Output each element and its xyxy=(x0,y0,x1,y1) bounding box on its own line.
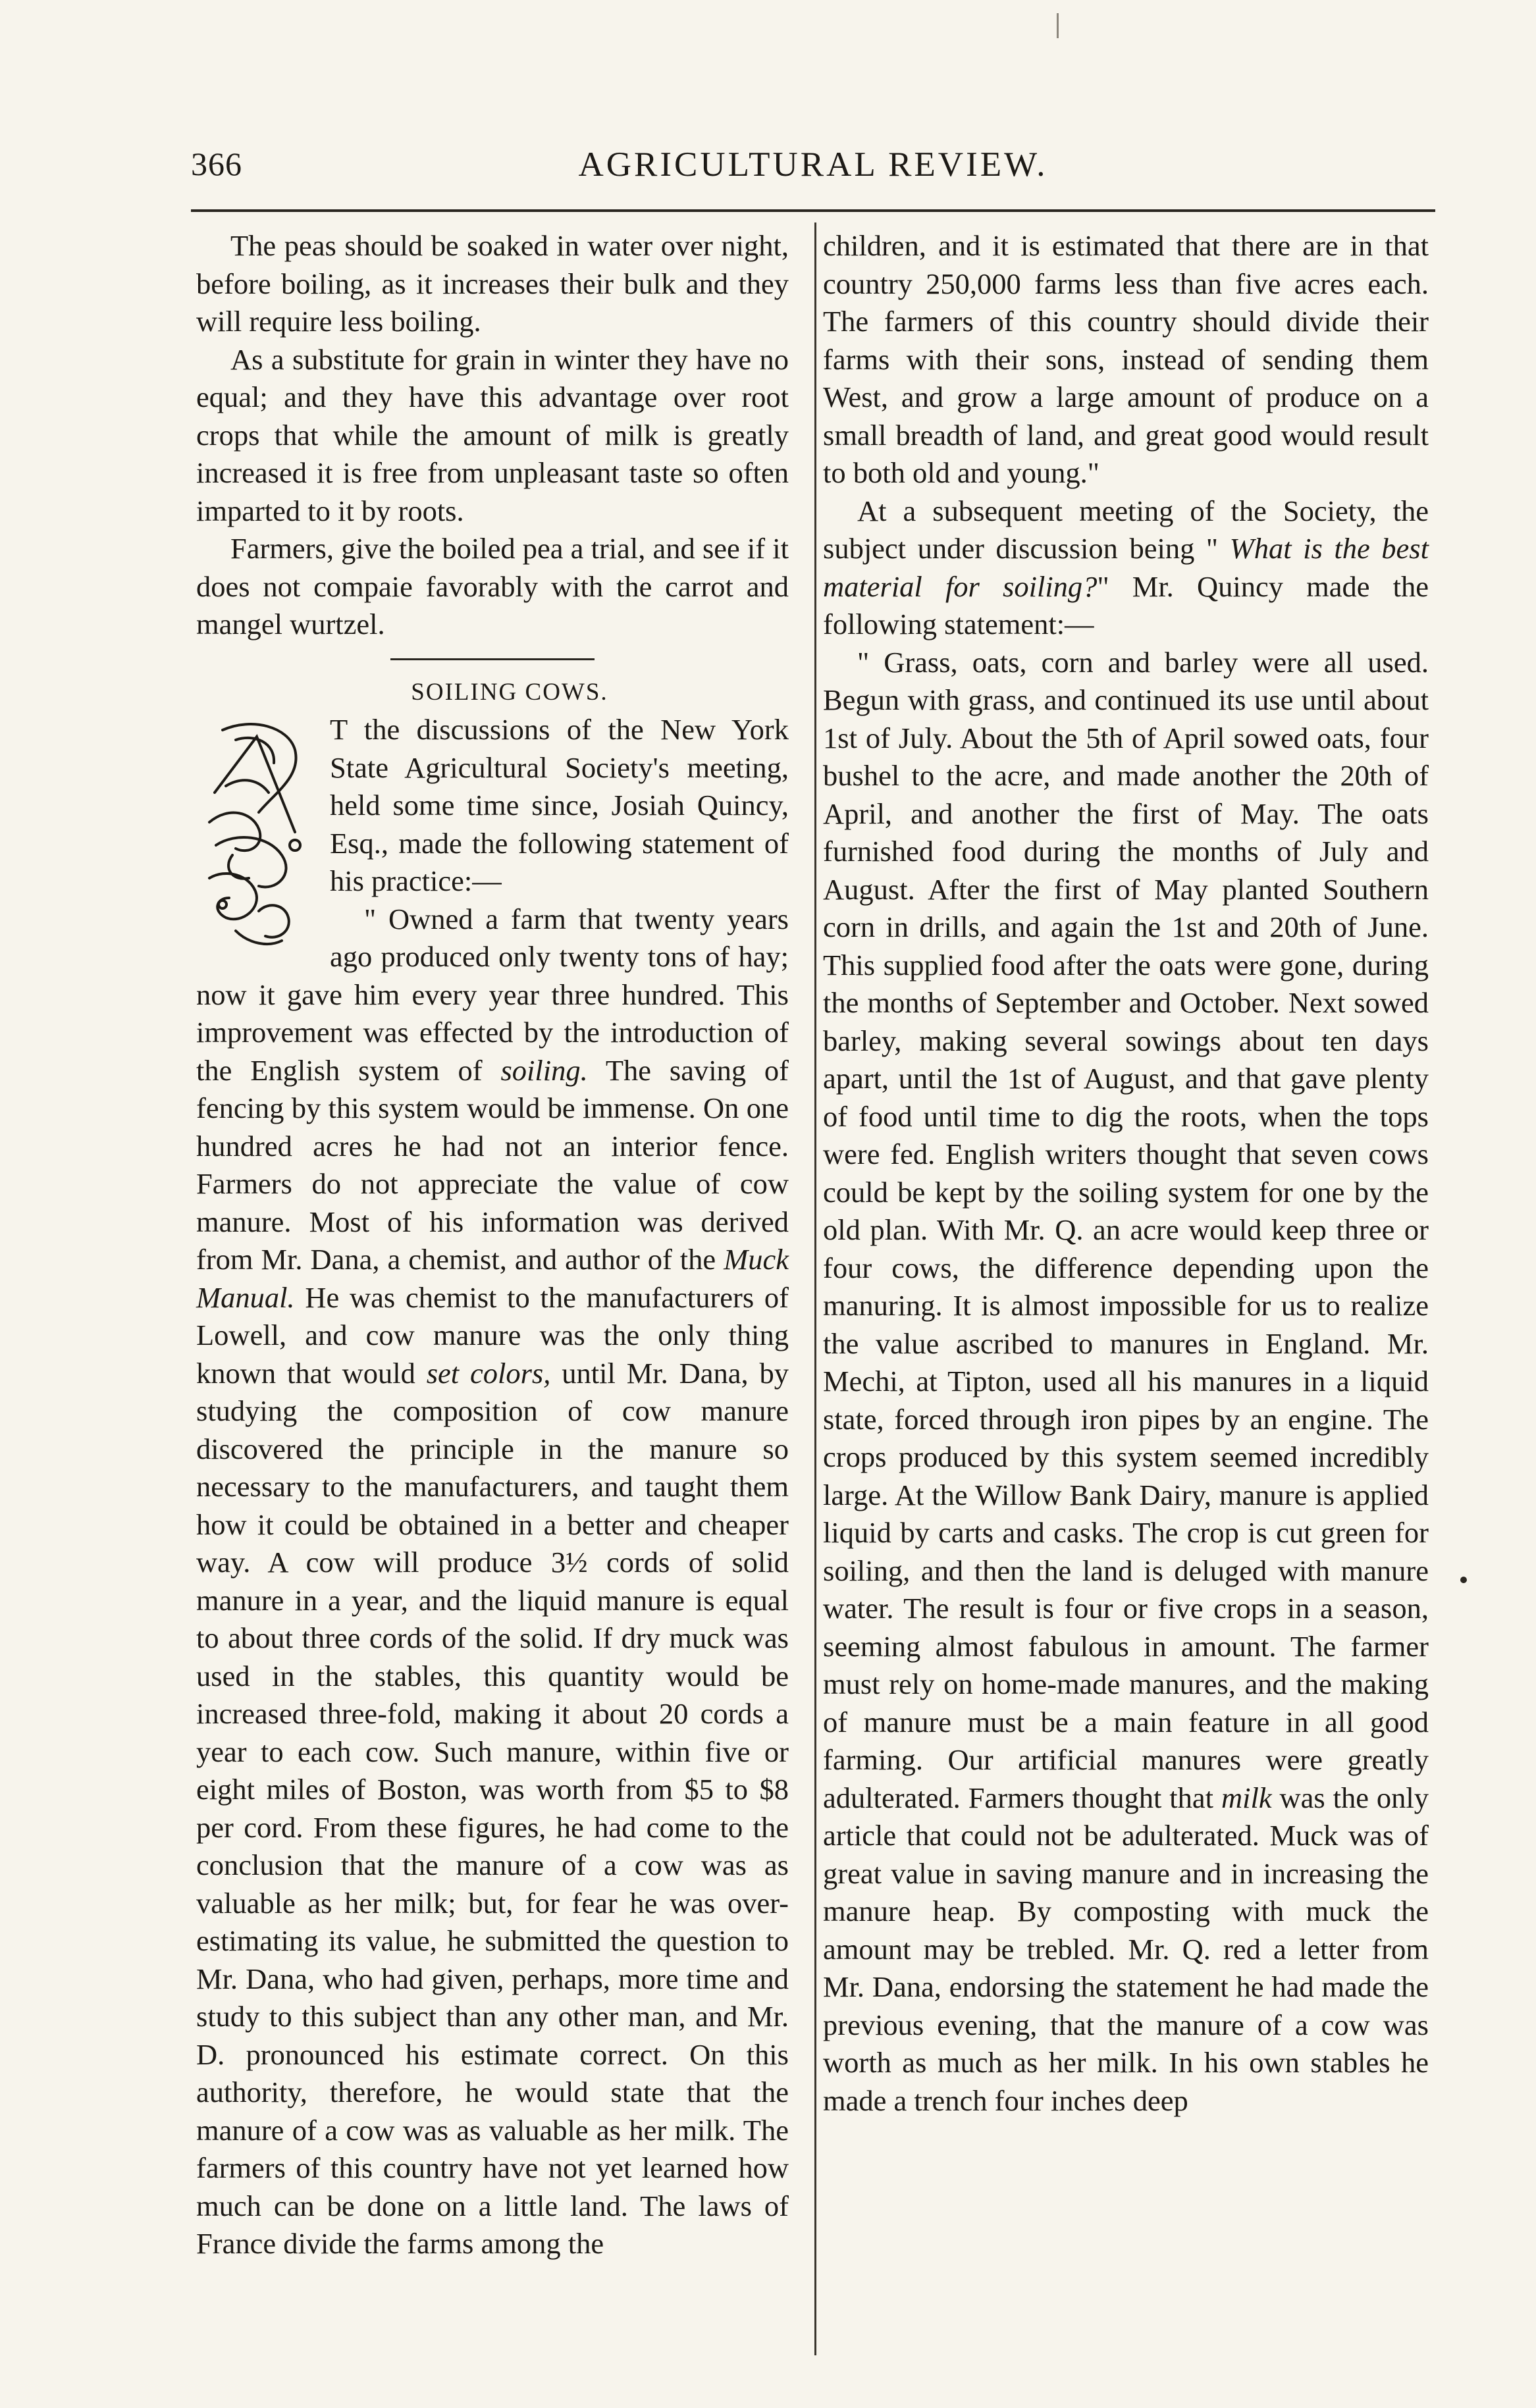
paragraph xyxy=(823,492,1429,644)
scan-mark xyxy=(1057,13,1059,38)
header-rule xyxy=(191,209,1435,212)
section-divider xyxy=(390,658,595,660)
section-heading: SOILING COWS. xyxy=(411,678,608,706)
paragraph xyxy=(823,644,1429,2120)
left-column xyxy=(196,227,789,2263)
page-header xyxy=(191,145,1435,191)
text-run: The saving of fencing by this system would be immense. On one hundred acres he had not an interior fence. Farmers do not appreciate the value of cow manure. Most of his information was derived from Mr. Dana, a chemist, and author of the xyxy=(196,1053,789,1276)
italic-text: Muck Manual. xyxy=(196,1243,789,1314)
paragraph xyxy=(196,901,789,2263)
paragraph: As a substitute for grain in winter they have no equal; and they have this advantage over root crops that while the amount of milk is greatly increased it is free from unpleasant taste so often imparted to it by roots. xyxy=(196,342,789,527)
text-run: was the only article that could not be adulterated. Muck was of great value in saving manure and in increasing the manure heap. By composting with muck the amount may be trebled. Mr. Q. red a letter from Mr. Dana, endorsing the statement he had made the previous evening, that the manure of a cow was worth as much as her milk. In his own stables he made a trench four inches deep xyxy=(823,1781,1429,2117)
text-run: He was chemist to the manufacturers of Lowell, and cow manure was the only thing known that would xyxy=(196,1280,789,1390)
italic-text: What is the best material for soiling? xyxy=(823,532,1429,603)
ornate-letter-a-icon xyxy=(196,714,318,957)
italic-text: set colors, xyxy=(426,1356,551,1390)
text-run: " Owned a farm that twenty years ago produced only twenty tons of hay; now it gave him every year three hundred. This improvement was effected by the introduction of the English system of xyxy=(196,902,789,1087)
italic-text: soiling. xyxy=(500,1053,588,1087)
right-column xyxy=(823,227,1429,2120)
italic-text: milk xyxy=(1221,1781,1272,1814)
column-divider xyxy=(814,222,816,2355)
text-run: " Grass, oats, corn and barley were all used. Begun with grass, and continued its use until about 1st of July. About the 5th of April sowed oats, four bushel to the acre, and made another the 20th of April, and another the first of May. The oats furnished food during the months of July and August. After the first of May planted Southern corn in drills, and again the 1st and 20th of June. This supplied food after the oats were gone, during the months of September and October. Next sowed barley, making several sowings about ten days apart, until the 1st of August, and that gave plenty of food until time to dig the roots, when the tops were fed. English writers thought that seven cows could be kept by the soiling system for one by the old plan. With Mr. Q. an acre would keep three or four cows, the difference depending upon the manuring. It is almost impossible for us to realize the value ascribed to manures in England. Mr. Mechi, at Tipton, used all his manures in a liquid state, forced through iron pipes by an engine. The crops produced by this system seemed incredibly large. At the Willow Bank Dairy, manure is applied liquid by carts and casks. The crop is cut green for soiling, and then the land is deluged with manure water. The result is four or five crops in a season, seeming almost fabulous in amount. The farmer must rely on home-made manures, and the making of manure must be a main feature in all good farming. Our artificial manures were greatly adulterated. Farmers thought that xyxy=(823,645,1429,1814)
ink-speck xyxy=(1460,1577,1467,1583)
text-run: until Mr. Dana, by studying the composition of cow manure discovered the principle in the manure so necessary to the manufacturers, and taught them how it could be obtained in a better and cheaper way. A cow will produce 3½ cords of solid manure in a year, and the liquid manure is equal to about three cords of the solid. If dry muck was used in the stables, this quantity would be increased three-fold, making it about 20 cords a year to each cow. Such manure, within five or eight miles of Boston, was worth from $5 to $8 per cord. From these figures, he had come to the conclusion that the manure of a cow was as valuable as her milk; but, for fear he was over-estimating its value, he submitted the question to Mr. Dana, who had given, perhaps, more time and study to this subject than any other man, and Mr. D. pronounced his estimate correct. On this authority, therefore, he would state that the manure of a cow was as valuable as her milk. The farmers of this country have not yet learned how much can be done on a little land. The laws of France divide the farms among the xyxy=(196,1356,789,2260)
text-run: At a subsequent meeting of the Society, the subject under discussion being " xyxy=(823,494,1429,565)
text-run: " Mr. Quincy made the following statement:— xyxy=(823,569,1429,641)
paragraph: The peas should be soaked in water over night, before boiling, as it increases their bulk and they will require less boiling. xyxy=(196,229,789,338)
paragraph: T the discussions of the New York State Agricultural Society's meeting, held some time since, Josiah Quincy, Esq., made the following statement of his practice:— xyxy=(330,713,789,897)
running-title: AGRICULTURAL REVIEW. xyxy=(578,145,1048,184)
page-number: 366 xyxy=(191,145,242,182)
paragraph: children, and it is estimated that there are in that country 250,000 farms less than five acres each. The farmers of this country should divide their farms with their sons, instead of sending them West, and grow a large amount of produce on a small breadth of land, and great good would result to both old and young." xyxy=(823,229,1429,489)
paragraph: Farmers, give the boiled pea a trial, and see if it does not compaie favorably with the carrot and mangel wurtzel. xyxy=(196,532,789,641)
